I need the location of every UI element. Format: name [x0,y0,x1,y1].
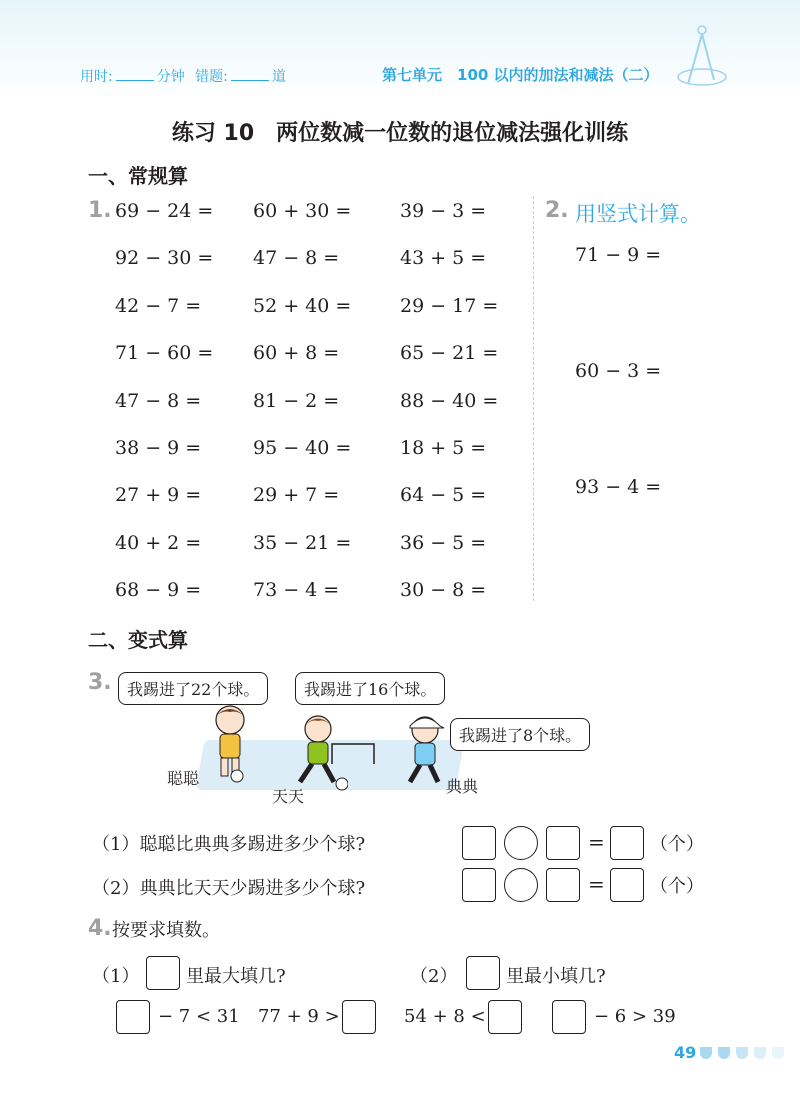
speech-bubble-congcong: 我踢进了22个球。 [118,672,268,705]
answer-box[interactable] [342,1000,376,1034]
girl-diandian-icon [400,712,450,788]
q4-part2-prefix: （2） [410,966,458,987]
q4-part1-prefix: （1） [92,966,140,987]
calc-problem[interactable]: 71 − 60 = [115,342,214,365]
unit-title: 第七单元 100 以内的加法和减法（二） [382,66,659,84]
name-tiantian: 天天 [272,787,305,806]
answer-box[interactable] [488,1000,522,1034]
q3-subquestion-1: （1）聪聪比典典多踢进多少个球? [92,834,366,855]
calc-problem[interactable]: 38 − 9 = [115,437,202,459]
minute-label: 分钟 [156,69,185,85]
unit-label: （个） [650,876,704,897]
calc-problem[interactable]: 92 − 30 = [115,247,214,270]
example-box [146,956,180,990]
decorative-drop-icon [736,1047,748,1059]
calc-problem[interactable]: 29 − 17 = [400,294,499,317]
calc-problem[interactable]: 43 + 5 = [400,247,487,270]
time-errors-record [80,66,286,86]
time-blank[interactable] [116,69,154,81]
inequality-4: − 6 > 39 [594,1006,676,1027]
question-4-number: 4. [88,916,112,941]
compass-icon [672,22,732,92]
calc-problem[interactable]: 69 − 24 = [115,200,214,222]
speech-bubble-diandian: 我踢进了8个球。 [450,718,590,751]
q4-part2-suffix: 里最小填几? [506,966,606,987]
decorative-drop-icon [700,1047,712,1059]
count-label: 道 [271,69,286,85]
answer-box[interactable] [610,868,644,902]
name-diandian: 典典 [446,777,479,796]
section-heading-2: 二、变式算 [88,628,188,652]
answer-box[interactable] [116,1000,150,1034]
section-heading-1: 一、常规算 [88,164,188,188]
answer-box[interactable] [552,1000,586,1034]
decorative-drop-icon [754,1047,766,1059]
calc-problem[interactable]: 29 + 7 = [253,484,340,507]
calc-problem[interactable]: 36 − 5 = [400,531,487,554]
calc-problem[interactable]: 18 + 5 = [400,437,487,459]
calc-problem[interactable]: 95 − 40 = [253,437,352,459]
page-title: 练习 10 两位数减一位数的退位减法强化训练 [171,121,629,146]
answer-box[interactable] [610,826,644,860]
inequality-2: 77 + 9 > [258,1006,340,1027]
errors-label: 错题: [195,69,228,85]
equals-sign: = [588,830,605,854]
inequality-3: 54 + 8 < [404,1006,486,1027]
calc-problem[interactable]: 60 + 30 = [253,200,352,222]
unit-label: （个） [650,834,704,855]
calc-problem[interactable]: 27 + 9 = [115,484,202,507]
vertical-calc-item[interactable]: 60 − 3 = [575,360,662,382]
speech-bubble-tiantian: 我踢进了16个球。 [295,672,445,705]
calc-problem[interactable]: 30 − 8 = [400,579,487,602]
operator-circle[interactable] [504,826,538,860]
calc-problem[interactable]: 68 − 9 = [115,579,202,602]
calc-problem[interactable]: 65 − 21 = [400,342,499,365]
decorative-drop-icon [772,1047,784,1059]
question-1-number: 1. [88,198,112,223]
errors-blank[interactable] [231,69,269,81]
example-box [466,956,500,990]
vertical-calc-item[interactable]: 93 − 4 = [575,476,662,498]
answer-box[interactable] [546,826,580,860]
answer-box[interactable] [462,826,496,860]
goal-net-icon [330,740,376,766]
decorative-drop-icon [718,1047,730,1059]
question-2-label: 用竖式计算。 [575,202,701,226]
page-number: 49 [674,1043,697,1062]
calc-problem[interactable]: 64 − 5 = [400,484,487,507]
calc-problem[interactable]: 35 − 21 = [253,531,352,554]
calc-problem[interactable]: 81 − 2 = [253,389,340,412]
question-4-label: 按要求填数。 [112,920,220,941]
calc-problem[interactable]: 47 − 8 = [253,247,340,270]
inequality-1: − 7 < 31 [158,1006,240,1027]
calc-problem[interactable]: 40 + 2 = [115,531,202,554]
calc-problem[interactable]: 73 − 4 = [253,579,340,602]
column-divider [533,196,534,601]
name-congcong: 聪聪 [167,769,200,788]
equals-sign: = [588,872,605,896]
question-3-number: 3. [88,670,112,695]
calc-problem[interactable]: 60 + 8 = [253,342,340,365]
answer-box[interactable] [462,868,496,902]
calc-problem[interactable]: 42 − 7 = [115,294,202,317]
calc-problem[interactable]: 88 − 40 = [400,389,499,412]
q4-part1-suffix: 里最大填几? [186,966,286,987]
boy-congcong-icon [205,702,255,784]
operator-circle[interactable] [504,868,538,902]
calc-problem[interactable]: 52 + 40 = [253,294,352,317]
calc-problem[interactable]: 39 − 3 = [400,200,487,222]
answer-box[interactable] [546,868,580,902]
calc-problem[interactable]: 47 − 8 = [115,389,202,412]
time-label: 用时: [80,69,113,85]
question-2-number: 2. [545,198,569,223]
q3-subquestion-2: （2）典典比天天少踢进多少个球? [92,878,366,899]
vertical-calc-item[interactable]: 71 − 9 = [575,244,662,266]
